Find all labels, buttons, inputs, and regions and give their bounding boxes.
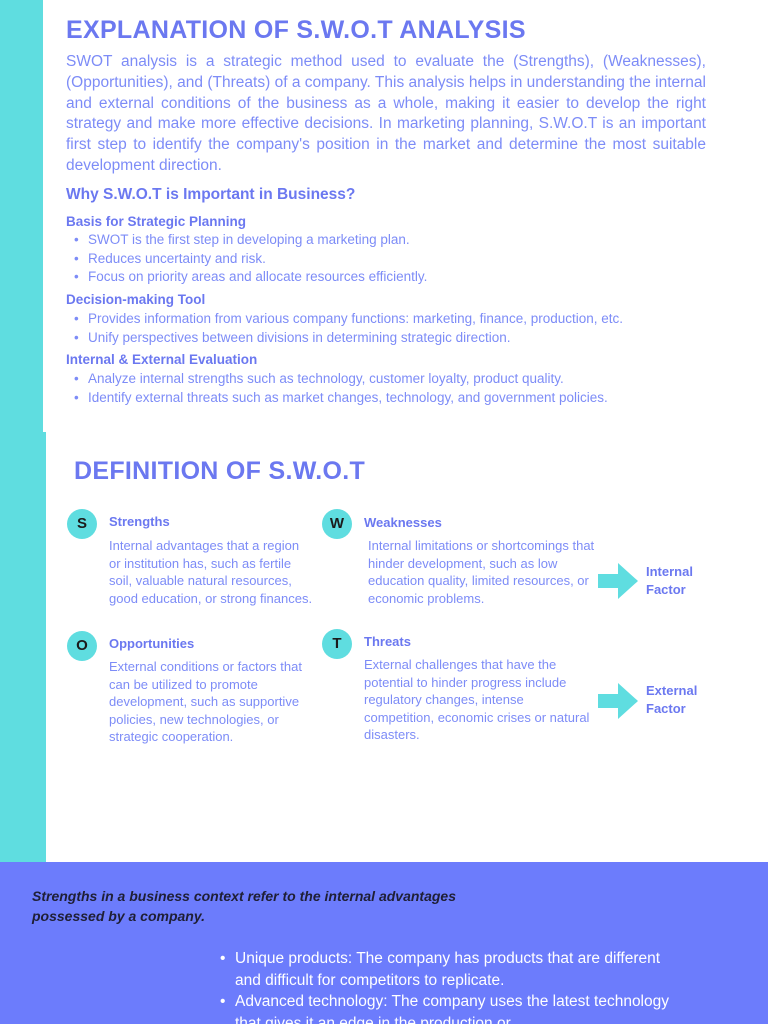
strengths-description: Internal advantages that a region or institution has, such as fertile soil, valuable natural resources, good education, or strong finances.	[109, 538, 313, 606]
section-heading-decision-making: Decision-making Tool	[66, 292, 206, 307]
why-important-heading: Why S.W.O.T is Important in Business?	[66, 186, 356, 203]
opportunities-title: Opportunities	[109, 636, 195, 651]
explanation-title: EXPLANATION OF S.W.O.T ANALYSIS	[66, 16, 526, 44]
list-item: • Analyze internal strengths such as technology, customer loyalty, product quality.	[70, 370, 608, 389]
list-item: • Advanced technology: The company uses the latest technology that gives it an edge in the production or	[218, 991, 688, 1034]
list-item: • Focus on priority areas and allocate resources efficiently.	[70, 268, 427, 287]
strengths-title: Strengths	[109, 514, 170, 529]
external-factor-line1: External	[646, 683, 698, 698]
evaluation-list	[70, 370, 608, 407]
list-item: • Unique products: The company has products that are different and difficult for competitors to replicate.	[218, 948, 688, 991]
arrow-right-icon	[598, 683, 638, 719]
strengths-detail-list	[218, 948, 688, 1034]
internal-factor-line2: Factor	[646, 582, 686, 597]
list-item: • Provides information from various company functions: marketing, finance, production, etc.	[70, 310, 623, 329]
definition-title: DEFINITION OF S.W.O.T	[74, 457, 366, 485]
strengths-detail-lead: Strengths in a business context refer to the internal advantages possessed by a company.	[32, 888, 456, 924]
list-item: • SWOT is the first step in developing a marketing plan.	[70, 231, 427, 250]
weaknesses-badge: W	[322, 509, 352, 539]
list-item: • Identify external threats such as market changes, technology, and government policies.	[70, 389, 608, 408]
threats-description: External challenges that have the potential to hinder progress include regulatory changes, intense competition, economic crises or natural disasters.	[364, 657, 590, 743]
section-heading-evaluation: Internal & External Evaluation	[66, 352, 258, 367]
internal-factor-label	[646, 563, 693, 599]
weaknesses-title: Weaknesses	[364, 515, 442, 530]
threats-badge: T	[322, 629, 352, 659]
list-item: • Reduces uncertainty and risk.	[70, 250, 427, 269]
left-accent-bar-top	[0, 0, 43, 432]
left-accent-bar-bottom	[0, 432, 46, 864]
weaknesses-description: Internal limitations or shortcomings that hinder development, such as low education quality, limited resources, or economic problems.	[368, 538, 595, 606]
section-heading-strategic-planning: Basis for Strategic Planning	[66, 214, 247, 229]
list-item: • Unify perspectives between divisions in determining strategic direction.	[70, 329, 623, 348]
strengths-detail-panel	[0, 862, 768, 1032]
internal-factor-line1: Internal	[646, 564, 693, 579]
threats-title: Threats	[364, 634, 411, 649]
external-factor-line2: Factor	[646, 701, 686, 716]
explanation-intro: SWOT analysis is a strategic method used to evaluate the (Strengths), (Weaknesses), (Opportunities), and (Threats) of a company. This analysis helps in understanding the internal and external conditions of the business as a whole, making it easier to develop the right strategy and make more effective decisions. In marketing planning, S.W.O.T is an important first step to identify the company's position in the market and determine the most suitable development direction.	[66, 53, 706, 174]
opportunities-description: External conditions or factors that can be utilized to promote development, such as supportive policies, new technologies, or strategic cooperation.	[109, 659, 302, 745]
strengths-badge: S	[67, 509, 97, 539]
arrow-right-icon	[598, 563, 638, 599]
opportunities-badge: O	[67, 631, 97, 661]
strategic-planning-list	[70, 231, 427, 287]
decision-making-list	[70, 310, 623, 347]
external-factor-label	[646, 682, 697, 718]
